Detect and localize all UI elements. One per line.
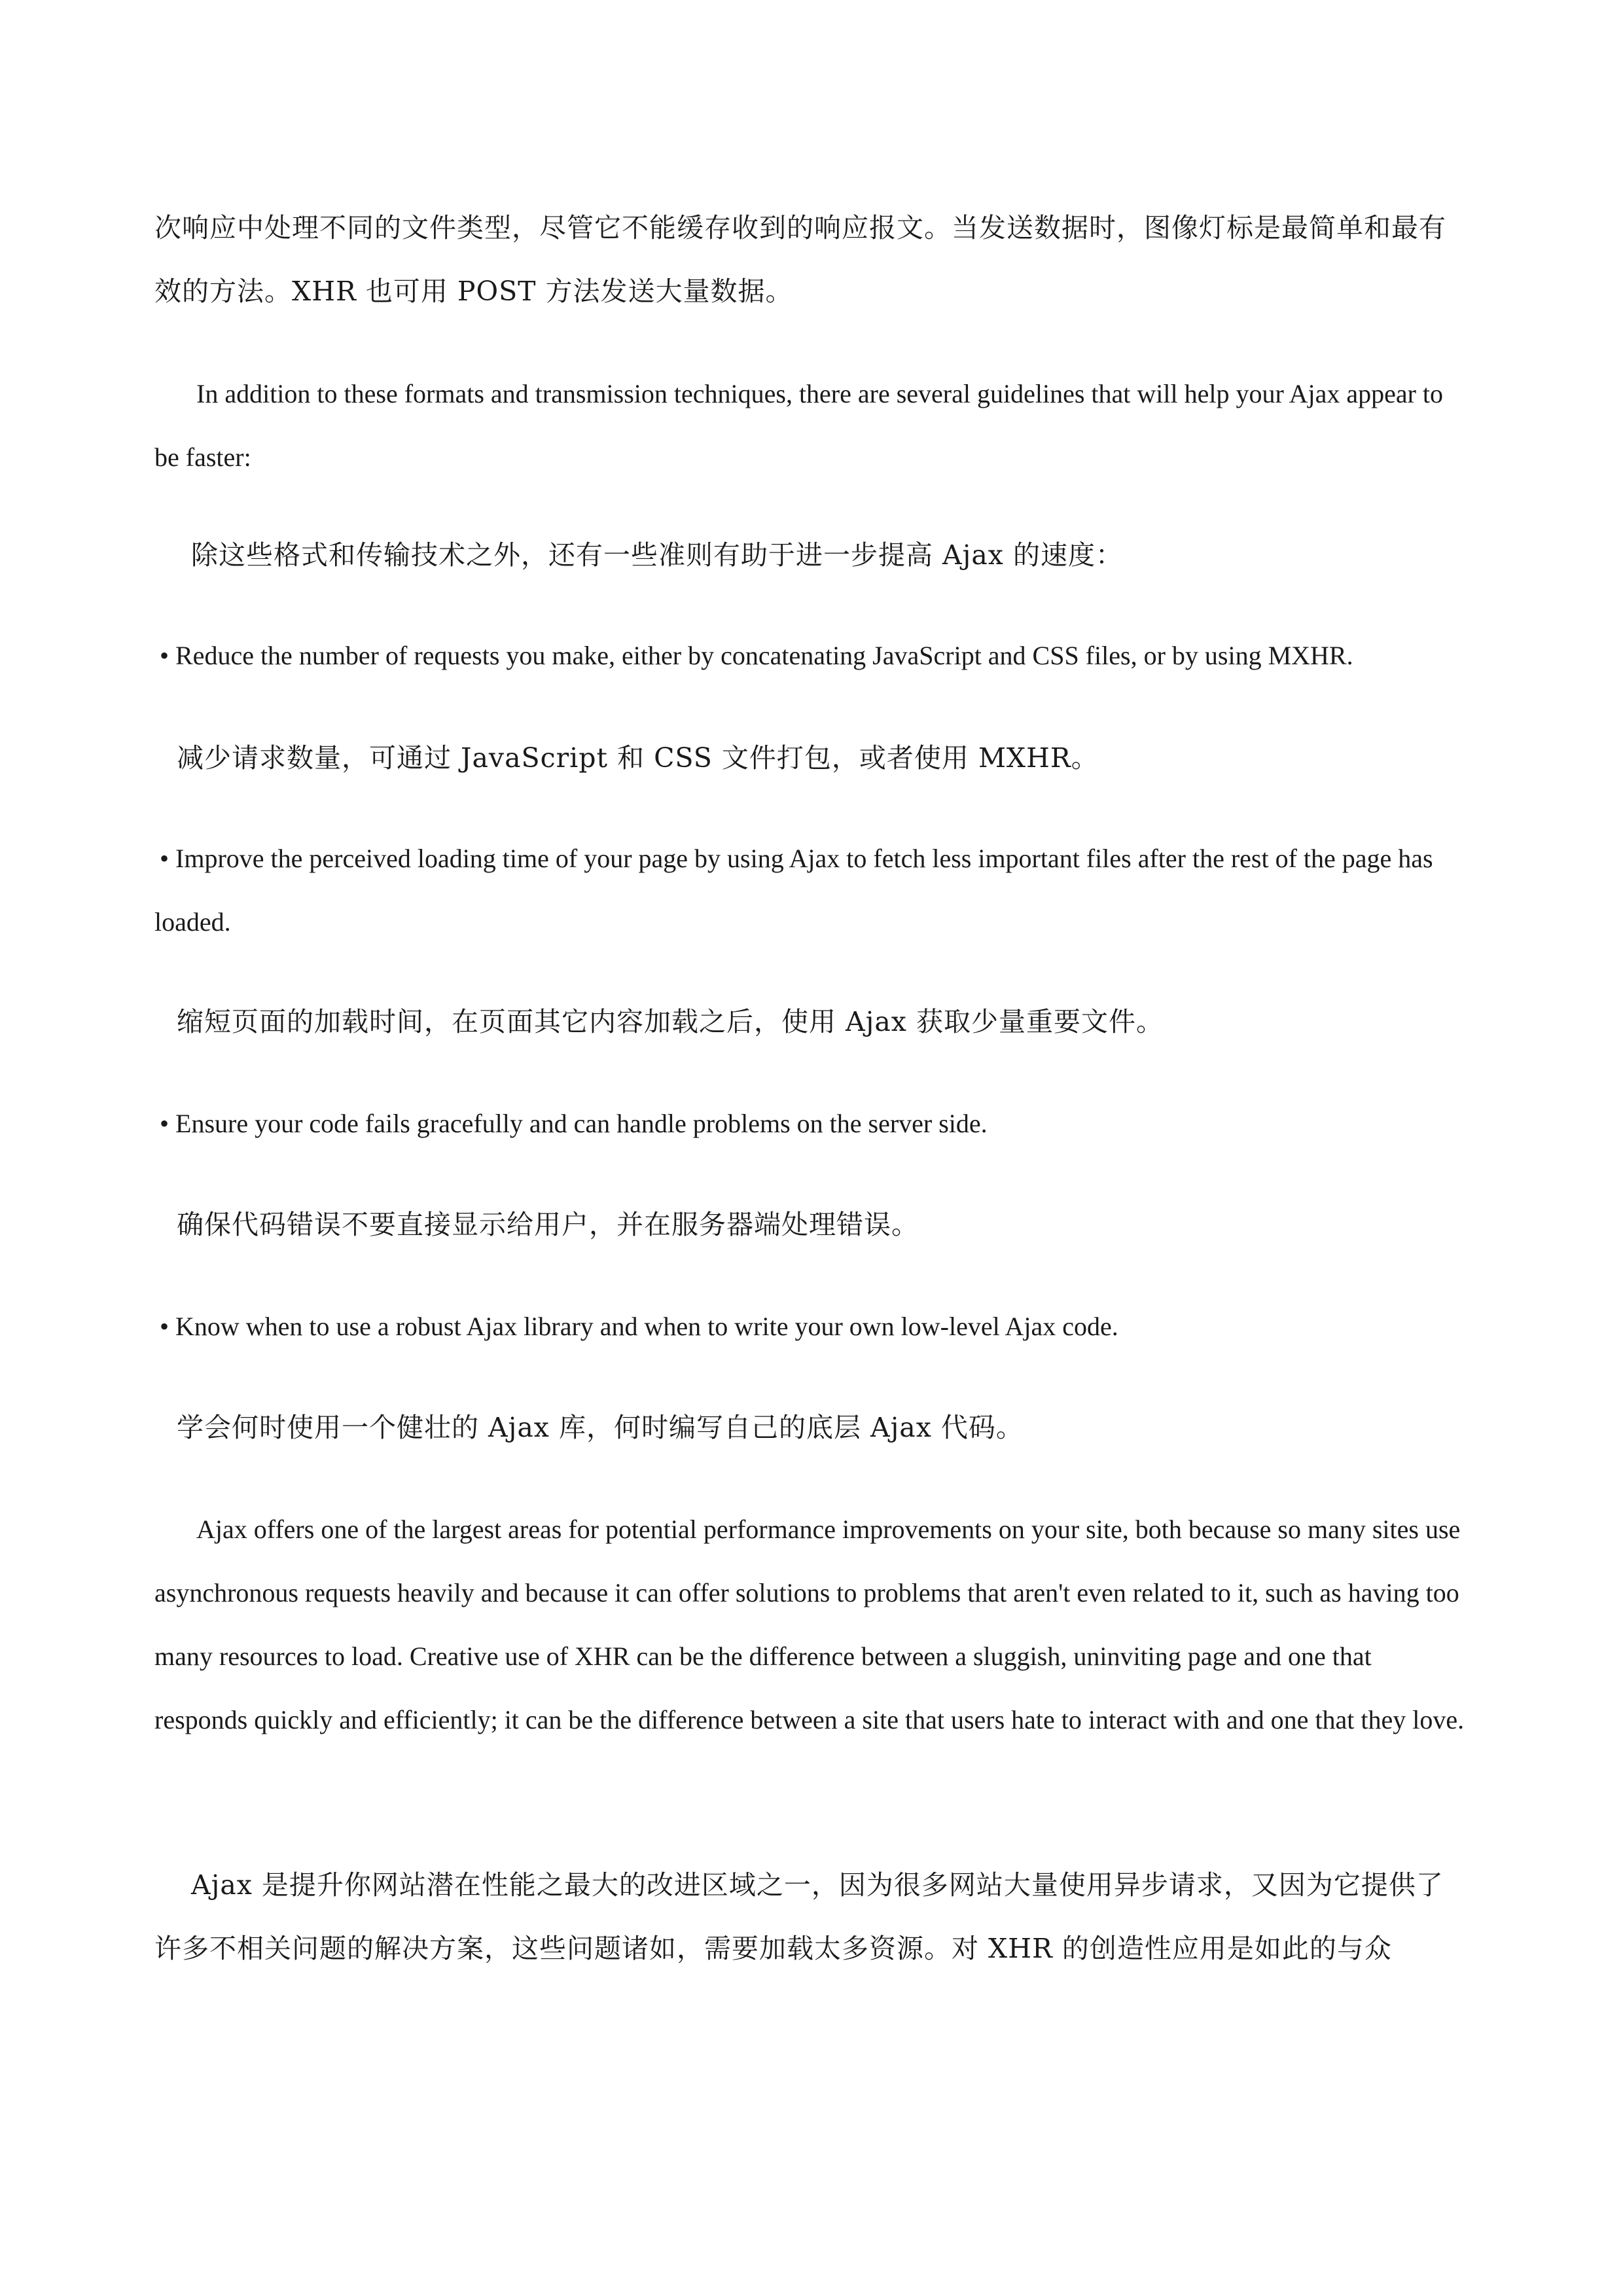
paragraph-zh-continuation: 次响应中处理不同的文件类型，尽管它不能缓存收到的响应报文。当发送数据时，图像灯标是最简单和最有效的方法。XHR 也可用 POST 方法发送大量数据。 xyxy=(154,212,1446,307)
paragraph-en-guidelines-intro: In addition to these formats and transmission techniques, there are several guidelines that will help your Ajax appear to be faster: xyxy=(154,379,1444,472)
paragraph-zh-reduce-requests: 减少请求数量，可通过 JavaScript 和 CSS 文件打包，或者使用 MXHR。 xyxy=(177,742,1099,774)
paragraph-zh-guidelines-intro: 除这些格式和传输技术之外，还有一些准则有助于进一步提高 Ajax 的速度： xyxy=(191,539,1123,571)
bullet-en-perceived-loading: • Improve the perceived loading time of your page by using Ajax to fetch less important files after the rest of the page has loaded. xyxy=(154,844,1433,937)
paragraph-en-ajax-summary: Ajax offers one of the largest areas for potential performance improvements on your site, both because so many sites use asynchronous requests heavily and because it can offer solutions to problems that aren't even related to it, such as having too many resources to load. Creative use of XHR can be the difference between a sluggish, uninviting page and one that responds quickly and efficiently; it can be the difference between a site that users hate to interact with and one that they love. xyxy=(154,1515,1465,1734)
bullet-en-reduce-requests: • Reduce the number of requests you make, either by concatenating JavaScript and CSS files, or by using MXHR. xyxy=(160,641,1353,670)
bullet-en-ajax-library: • Know when to use a robust Ajax library and when to write your own low-level Ajax code. xyxy=(160,1312,1118,1341)
paragraph-zh-perceived-loading: 缩短页面的加载时间，在页面其它内容加载之后，使用 Ajax 获取少量重要文件。 xyxy=(177,1006,1164,1037)
paragraph-zh-ajax-summary: Ajax 是提升你网站潜在性能之最大的改进区域之一，因为很多网站大量使用异步请求，又因为它提供了许多不相关问题的解决方案，这些问题诸如，需要加载太多资源。对 XHR 的创造性应用是如此的与众 xyxy=(154,1869,1444,1964)
bullet-en-fail-gracefully: • Ensure your code fails gracefully and can handle problems on the server side. xyxy=(160,1109,988,1138)
paragraph-zh-ajax-library: 学会何时使用一个健壮的 Ajax 库，何时编写自己的底层 Ajax 代码。 xyxy=(177,1412,1024,1443)
paragraph-zh-fail-gracefully: 确保代码错误不要直接显示给用户，并在服务器端处理错误。 xyxy=(177,1209,919,1240)
